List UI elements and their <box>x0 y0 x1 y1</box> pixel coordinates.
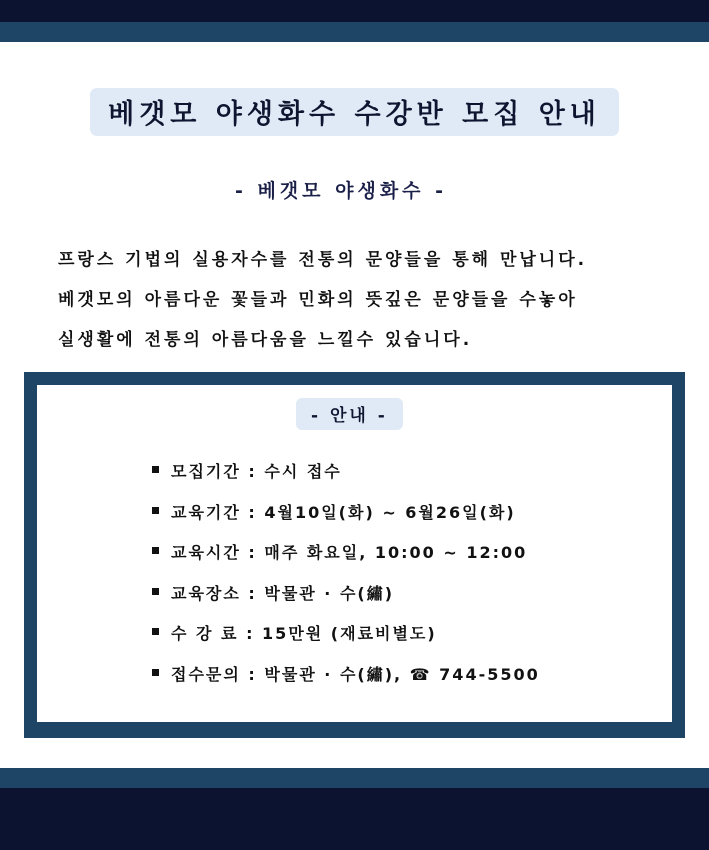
guide-item-course-time <box>152 540 540 581</box>
bullet-icon <box>152 588 159 595</box>
guide-item-location <box>152 581 540 622</box>
guide-item-text: 모집기간 : 수시 접수 <box>171 462 342 481</box>
guide-item-text: 교육기간 : 4월10일(화) ~ 6월26일(화) <box>171 502 516 522</box>
subtitle: - 베갯모 야생화수 - <box>234 180 448 202</box>
guide-item-recruitment-period <box>152 459 540 500</box>
intro-line: 베갯모의 아름다운 꽃들과 민화의 뜻깊은 문양들을 수놓아 <box>58 290 578 310</box>
guide-frame <box>24 372 685 738</box>
top-dark-band <box>0 0 709 22</box>
guide-item-contact <box>152 662 540 703</box>
intro-line: 프랑스 기법의 실용자수를 전통의 문양들을 통해 만납니다. <box>58 250 588 270</box>
guide-item-text: 접수문의 : 박물관 · 수(繡), ☎ 744-5500 <box>171 664 540 684</box>
guide-item-text: 교육시간 : 매주 화요일, 10:00 ~ 12:00 <box>171 543 528 562</box>
bullet-icon <box>152 628 159 635</box>
bullet-icon <box>152 669 159 676</box>
bottom-blue-band <box>0 768 709 788</box>
guide-item-fee <box>152 621 540 662</box>
bullet-icon <box>152 466 159 473</box>
bottom-dark-band <box>0 788 709 850</box>
guide-list <box>152 459 540 702</box>
intro-line: 실생활에 전통의 아름다움을 느낄수 있습니다. <box>58 330 473 350</box>
guide-item-course-period <box>152 500 540 541</box>
guide-item-text: 교육장소 : 박물관 · 수(繡) <box>171 583 395 603</box>
bullet-icon <box>152 507 159 514</box>
title-wrapper <box>0 88 709 136</box>
guide-heading: - 안내 - <box>296 398 403 430</box>
intro-paragraph <box>58 240 678 360</box>
top-blue-band <box>0 22 709 42</box>
page-title: 베갯모 야생화수 수강반 모집 안내 <box>90 88 619 136</box>
bullet-icon <box>152 547 159 554</box>
guide-panel <box>37 385 672 722</box>
guide-item-text: 수 강 료 : 15만원 (재료비별도) <box>171 624 437 643</box>
